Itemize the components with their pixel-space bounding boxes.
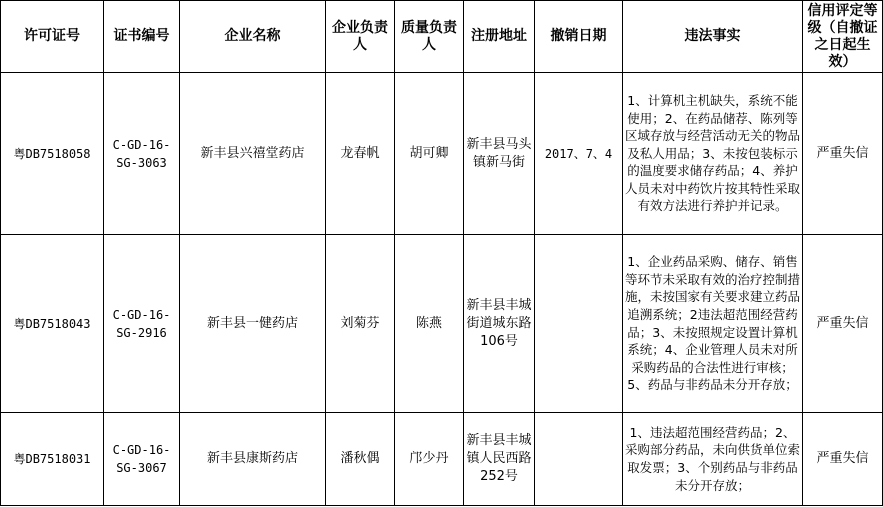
name-cell: 新丰县一健药店 — [180, 235, 326, 413]
facts-cell: 1、违法超范围经营药品；2、采购部分药品，未向供货单位索取发票；3、个别药品与非药品未分开存放； — [623, 413, 803, 506]
license-cell: 粤DB7518031 — [1, 413, 104, 506]
rating-cell: 严重失信 — [803, 413, 883, 506]
address-cell: 新丰县丰城镇人民西路252号 — [464, 413, 535, 506]
facts-cell: 1、企业药品采购、储存、销售等环节未采取有效的治疗控制措施，未按国家有关要求建立药品追溯系统；2违法超范围经营药品；3、未按照规定设置计算机系统；4、企业管理人员未对所采购药品的合法性进行审核；5、药品与非药品未分开存放； — [623, 235, 803, 413]
cert-cell: C-GD-16-SG-3063 — [104, 73, 180, 235]
header-legal: 企业负责人 — [326, 1, 395, 73]
address-cell: 新丰县丰城街道城东路106号 — [464, 235, 535, 413]
header-facts: 违法事实 — [623, 1, 803, 73]
header-quality: 质量负责人 — [395, 1, 464, 73]
header-cert: 证书编号 — [104, 1, 180, 73]
rating-cell: 严重失信 — [803, 235, 883, 413]
table-row — [1, 235, 883, 413]
date-cell: 2017、7、4 — [535, 73, 623, 235]
rating-cell: 严重失信 — [803, 73, 883, 235]
name-cell: 新丰县康斯药店 — [180, 413, 326, 506]
quality-cell: 邝少丹 — [395, 413, 464, 506]
legal-cell: 龙春帆 — [326, 73, 395, 235]
name-cell: 新丰县兴禧堂药店 — [180, 73, 326, 235]
table-row — [1, 73, 883, 235]
header-date: 撤销日期 — [535, 1, 623, 73]
quality-cell: 陈燕 — [395, 235, 464, 413]
date-cell — [535, 413, 623, 506]
header-license: 许可证号 — [1, 1, 104, 73]
header-address: 注册地址 — [464, 1, 535, 73]
date-cell — [535, 235, 623, 413]
legal-cell: 潘秋偶 — [326, 413, 395, 506]
license-cell: 粤DB7518043 — [1, 235, 104, 413]
table-row — [1, 413, 883, 506]
legal-cell: 刘菊芬 — [326, 235, 395, 413]
license-cell: 粤DB7518058 — [1, 73, 104, 235]
header-row — [1, 1, 883, 73]
header-rating: 信用评定等级（自撤证之日起生效） — [803, 1, 883, 73]
address-cell: 新丰县马头镇新马街 — [464, 73, 535, 235]
header-name: 企业名称 — [180, 1, 326, 73]
cert-cell: C-GD-16-SG-3067 — [104, 413, 180, 506]
quality-cell: 胡可卿 — [395, 73, 464, 235]
cert-cell: C-GD-16-SG-2916 — [104, 235, 180, 413]
facts-cell: 1、计算机主机缺失，系统不能使用；2、在药品储荐、陈列等区域存放与经营活动无关的物品及私人用品；3、未按包装标示的温度要求储存药品；4、养护人员未对中药饮片按其特性采取有效方法进行养护并记录。 — [623, 73, 803, 235]
